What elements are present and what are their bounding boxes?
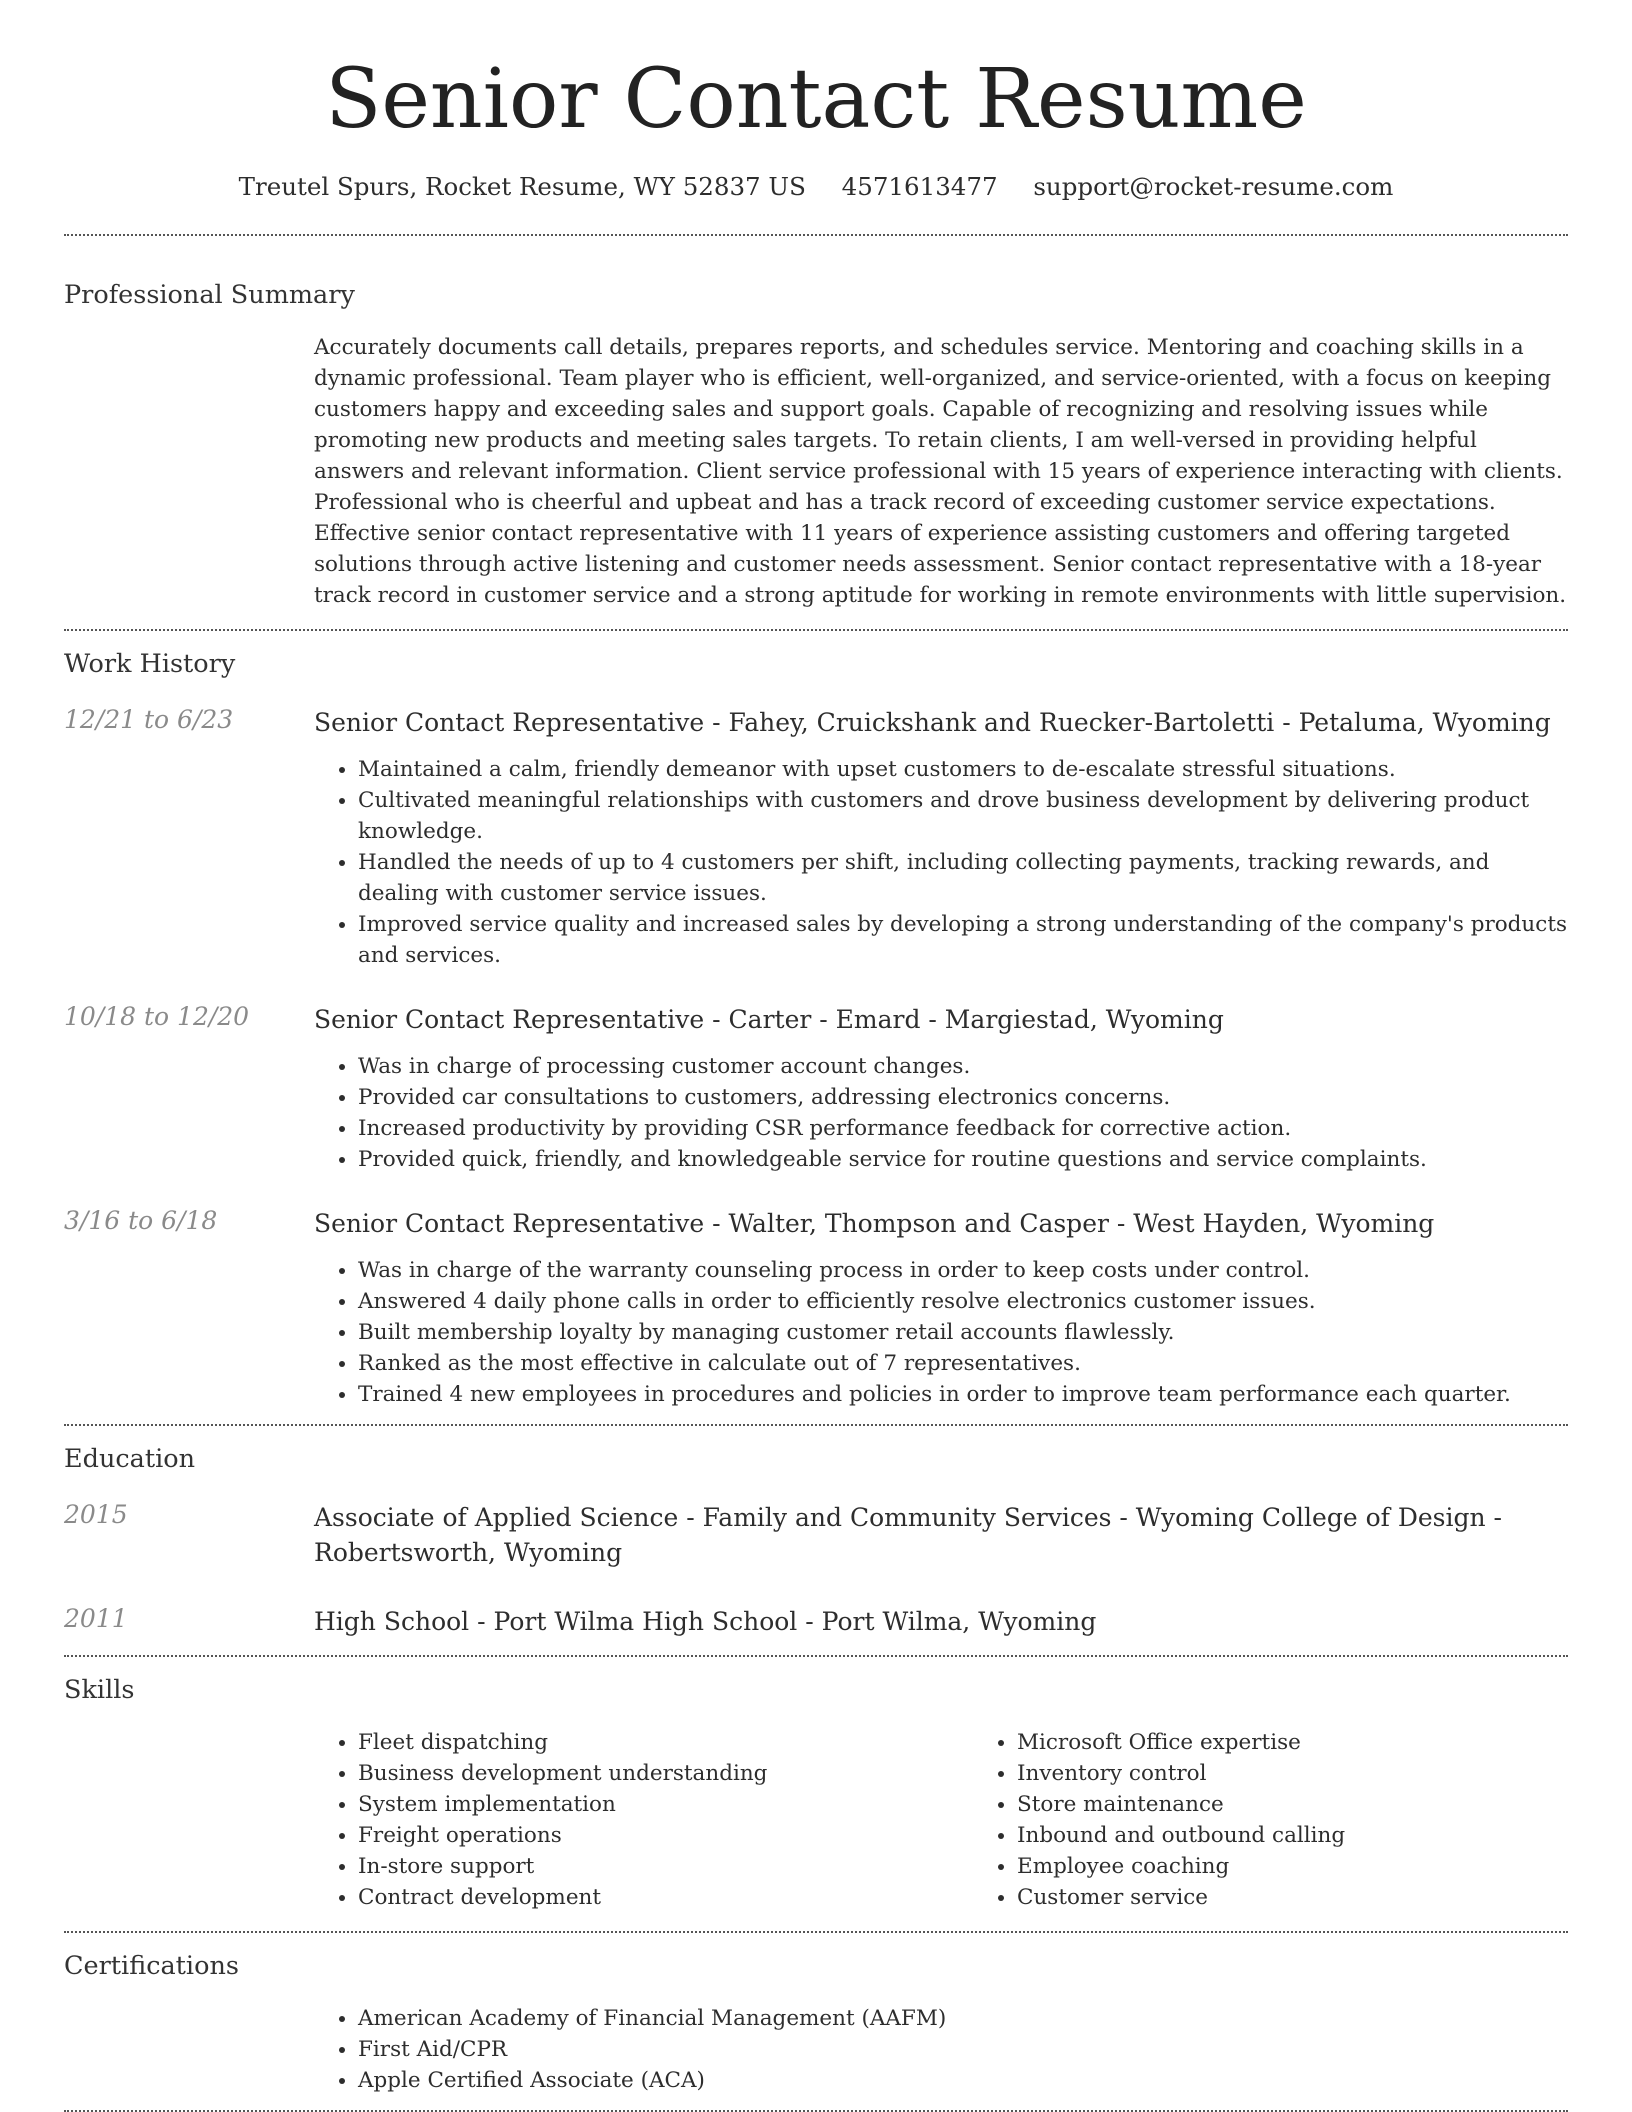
list-item: • Trained 4 new employees in procedures and policies in order to improve team performance each quarter. bbox=[358, 1379, 1568, 1410]
list-item: • Cultivated meaningful relationships with customers and drove business development by delivering product knowledge. bbox=[358, 785, 1568, 847]
phone: 4571613477 bbox=[841, 172, 998, 201]
work-section bbox=[64, 649, 1568, 1410]
resume-title: Senior Contact Resume bbox=[325, 52, 1307, 147]
resume-page bbox=[64, 0, 1568, 2112]
list-item: • Apple Certified Associate (ACA) bbox=[358, 2065, 1568, 2096]
certifications-list bbox=[314, 2003, 1568, 2096]
list-item: • Built membership loyalty by managing customer retail accounts flawlessly. bbox=[358, 1317, 1568, 1348]
education-entry bbox=[64, 1500, 1568, 1570]
list-item: • American Academy of Financial Management (AAFM) bbox=[358, 2003, 1568, 2034]
job-dates: 3/16 to 6/18 bbox=[64, 1206, 218, 1235]
job-entry bbox=[64, 1206, 1568, 1410]
list-item: • Customer service bbox=[1017, 1882, 1632, 1913]
section-title-education: Education bbox=[64, 1444, 196, 1474]
skills-list-right bbox=[973, 1727, 1632, 1913]
summary-section bbox=[64, 280, 1568, 611]
contact-line bbox=[64, 172, 1568, 201]
list-item: • In-store support bbox=[358, 1851, 973, 1882]
list-item: • Provided car consultations to customers, addressing electronics concerns. bbox=[358, 1082, 1568, 1113]
section-title-certifications: Certifications bbox=[64, 1951, 239, 1981]
list-item: • Maintained a calm, friendly demeanor with upset customers to de-escalate stressful situations. bbox=[358, 754, 1568, 785]
divider bbox=[64, 234, 1568, 236]
section-title-skills: Skills bbox=[64, 1675, 135, 1705]
list-item: • Improved service quality and increased sales by developing a strong understanding of the company's products and services. bbox=[358, 909, 1568, 971]
education-year: 2011 bbox=[64, 1604, 128, 1633]
divider bbox=[64, 629, 1568, 631]
education-section bbox=[64, 1444, 1568, 1639]
divider bbox=[64, 1424, 1568, 1426]
job-dates: 10/18 to 12/20 bbox=[64, 1002, 250, 1031]
divider bbox=[64, 1655, 1568, 1657]
education-heading: Associate of Applied Science - Family and Community Services - Wyoming College of Design - Robertsworth, Wyoming bbox=[314, 1503, 1503, 1567]
email: support@rocket-resume.com bbox=[1033, 172, 1394, 201]
list-item: • Freight operations bbox=[358, 1820, 973, 1851]
list-item: • Inventory control bbox=[1017, 1758, 1632, 1789]
list-item: • Microsoft Office expertise bbox=[1017, 1727, 1632, 1758]
job-heading: Senior Contact Representative - Walter, Thompson and Casper - West Hayden, Wyoming bbox=[314, 1209, 1435, 1238]
job-bullets bbox=[314, 1051, 1568, 1175]
list-item: • First Aid/CPR bbox=[358, 2034, 1568, 2065]
divider bbox=[64, 1931, 1568, 1933]
education-entry bbox=[64, 1604, 1568, 1639]
list-item: • Store maintenance bbox=[1017, 1789, 1632, 1820]
list-item: • Provided quick, friendly, and knowledgeable service for routine questions and service complaints. bbox=[358, 1144, 1568, 1175]
certifications-section bbox=[64, 1951, 1568, 2096]
list-item: • System implementation bbox=[358, 1789, 973, 1820]
job-dates: 12/21 to 6/23 bbox=[64, 705, 234, 734]
summary-text: Accurately documents call details, prepares reports, and schedules service. Mentoring and coaching skills in a dynamic professional. Team player who is efficient, well-organized, and service-oriented, with a focus on keeping customers happy and exceeding sales and support goals. Capable of recognizing and resolving issues while promoting new products and meeting sales targets. To retain clients, I am well-versed in providing helpful answers and relevant information. Client service professional with 15 years of experience interacting with clients. Professional who is cheerful and upbeat and has a track record of exceeding customer service expectations. Effective senior contact representative with 11 years of experience assisting customers and offering targeted solutions through active listening and customer needs assessment. Senior contact representative with a 18-year track record in customer service and a strong aptitude for working in remote environments with little supervision. bbox=[314, 335, 1567, 608]
address: Treutel Spurs, Rocket Resume, WY 52837 US bbox=[238, 172, 806, 201]
job-entry bbox=[64, 705, 1568, 971]
list-item: • Ranked as the most effective in calculate out of 7 representatives. bbox=[358, 1348, 1568, 1379]
job-bullets bbox=[314, 1255, 1568, 1410]
job-heading: Senior Contact Representative - Fahey, Cruickshank and Ruecker-Bartoletti - Petaluma, Wyoming bbox=[314, 708, 1551, 737]
education-heading: High School - Port Wilma High School - Port Wilma, Wyoming bbox=[314, 1607, 1097, 1636]
skills-list-left bbox=[314, 1727, 973, 1913]
list-item: • Inbound and outbound calling bbox=[1017, 1820, 1632, 1851]
list-item: • Business development understanding bbox=[358, 1758, 973, 1789]
job-entry bbox=[64, 1002, 1568, 1175]
list-item: • Employee coaching bbox=[1017, 1851, 1632, 1882]
list-item: • Answered 4 daily phone calls in order to efficiently resolve electronics customer issues. bbox=[358, 1286, 1568, 1317]
skills-section bbox=[64, 1675, 1568, 1913]
list-item: • Was in charge of the warranty counseling process in order to keep costs under control. bbox=[358, 1255, 1568, 1286]
section-title-summary: Professional Summary bbox=[64, 280, 355, 310]
job-heading: Senior Contact Representative - Carter - Emard - Margiestad, Wyoming bbox=[314, 1005, 1224, 1034]
list-item: • Was in charge of processing customer account changes. bbox=[358, 1051, 1568, 1082]
section-title-work: Work History bbox=[64, 649, 236, 679]
list-item: • Handled the needs of up to 4 customers per shift, including collecting payments, tracking rewards, and dealing with customer service issues. bbox=[358, 847, 1568, 909]
job-bullets bbox=[314, 754, 1568, 971]
education-year: 2015 bbox=[64, 1500, 128, 1529]
list-item: • Fleet dispatching bbox=[358, 1727, 973, 1758]
list-item: • Contract development bbox=[358, 1882, 973, 1913]
list-item: • Increased productivity by providing CSR performance feedback for corrective action. bbox=[358, 1113, 1568, 1144]
